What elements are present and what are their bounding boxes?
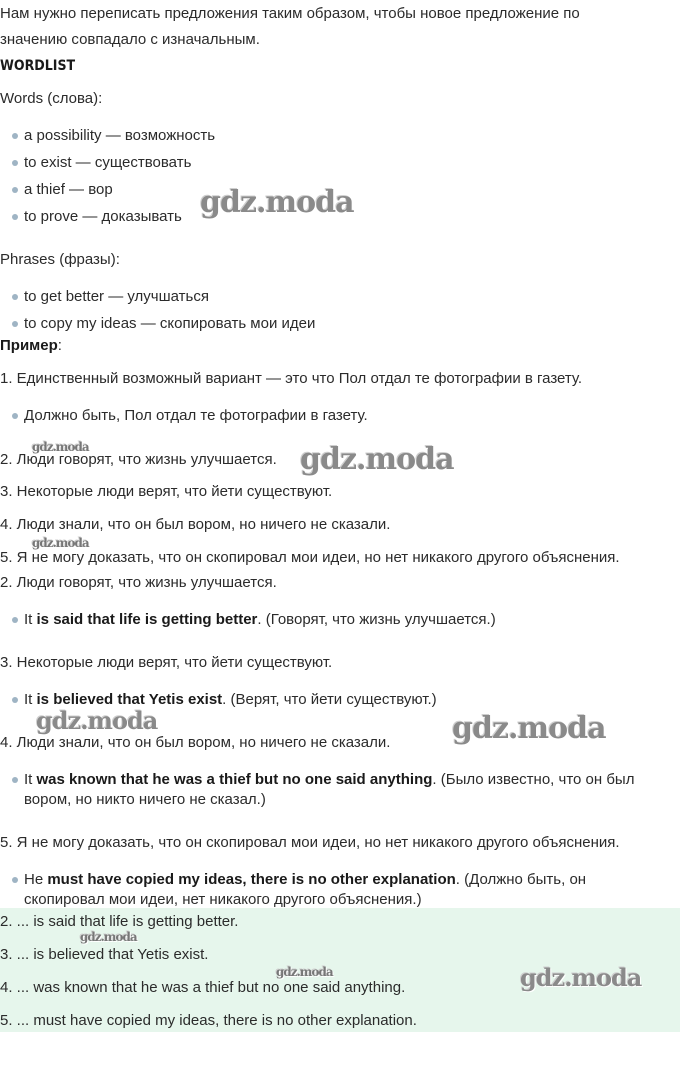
- watermark-logo: gdz.moda: [36, 706, 158, 735]
- bullet-icon: [12, 697, 18, 703]
- solution-answer: It is said that life is getting better. (Говорят, что жизнь улучшается.): [24, 611, 496, 628]
- bullet-icon: [12, 321, 18, 327]
- word-item: a thief — вор: [24, 181, 113, 198]
- example-label: [0, 336, 680, 356]
- answer-item: 5. ... must have copied my ideas, there is no other explanation.: [0, 1012, 417, 1029]
- phrases-label: Phrases (фразы):: [0, 251, 120, 268]
- task-item: 2. Люди говорят, что жизнь улучшается.: [0, 451, 277, 468]
- watermark-logo: gdz.moda: [32, 536, 89, 550]
- watermark-logo: gdz.moda: [300, 442, 454, 477]
- task-item: 5. Я не могу доказать, что он скопировал мои идеи, но нет никакого другого объяснения.: [0, 549, 620, 566]
- bullet-icon: [12, 187, 18, 193]
- example-sentence: 1. Единственный возможный вариант — это что Пол отдал те фотографии в газету.: [0, 370, 583, 387]
- bullet-icon: [12, 413, 18, 419]
- bullet-icon: [12, 877, 18, 883]
- phrase-item: to copy my ideas — скопировать мои идеи: [24, 315, 316, 332]
- word-item: to exist — существовать: [24, 154, 192, 171]
- solution-answer: It is believed that Yetis exist. (Верят, что йети существуют.): [24, 691, 437, 708]
- watermark-logo: gdz.moda: [276, 965, 333, 979]
- watermark-logo: gdz.moda: [32, 440, 89, 454]
- intro-line-2: значению совпадало с изначальным.: [0, 31, 260, 48]
- wordlist-heading: WORDLIST: [0, 58, 76, 74]
- bullet-icon: [12, 777, 18, 783]
- answer-item: 3. ... is believed that Yetis exist.: [0, 946, 209, 963]
- words-label: Words (слова):: [0, 90, 103, 107]
- bullet-icon: [12, 214, 18, 220]
- bullet-icon: [12, 617, 18, 623]
- example-label-colon: :: [57, 337, 62, 354]
- bullet-icon: [12, 160, 18, 166]
- answer-item: 4. ... was known that he was a thief but no one said anything.: [0, 979, 406, 996]
- solution-sentence: 5. Я не могу доказать, что он скопировал мои идеи, но нет никакого другого объяснения.: [0, 834, 620, 851]
- solution-sentence: 2. Люди говорят, что жизнь улучшается.: [0, 574, 277, 591]
- watermark-logo: gdz.moda: [520, 963, 642, 992]
- example-answer: Должно быть, Пол отдал те фотографии в газету.: [24, 407, 368, 424]
- word-item: to prove — доказывать: [24, 208, 182, 225]
- bullet-icon: [12, 294, 18, 300]
- bullet-icon: [12, 133, 18, 139]
- answer-item: 2. ... is said that life is getting better.: [0, 913, 239, 930]
- solution-sentence: 4. Люди знали, что он был вором, но ничего не сказали.: [0, 734, 391, 751]
- solution-answer: It was known that he was a thief but no one said anything. (Было известно, что он был вором, но никто ничего не сказал.): [24, 771, 635, 808]
- solution-sentence: 3. Некоторые люди верят, что йети существуют.: [0, 654, 333, 671]
- watermark-logo: gdz.moda: [200, 185, 354, 220]
- watermark-logo: gdz.moda: [80, 930, 137, 944]
- task-item: 3. Некоторые люди верят, что йети существуют.: [0, 483, 333, 500]
- task-item: 4. Люди знали, что он был вором, но ничего не сказали.: [0, 516, 391, 533]
- phrase-item: to get better — улучшаться: [24, 288, 209, 305]
- solution-answer: He must have copied my ideas, there is no other explanation. (Должно быть, он скопировал мои идеи, нет никакого другого объяснения.): [24, 871, 587, 908]
- example-label-text: Пример: [0, 337, 58, 354]
- answers-block: [0, 908, 680, 1032]
- word-item: a possibility — возможность: [24, 127, 216, 144]
- intro-line-1: Нам нужно переписать предложения таким образом, чтобы новое предложение по: [0, 5, 580, 22]
- watermark-logo: gdz.moda: [452, 711, 606, 746]
